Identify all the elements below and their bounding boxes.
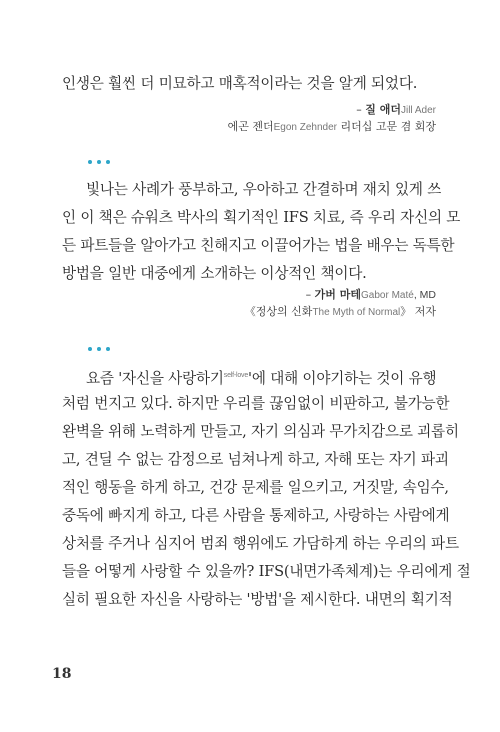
attribution-dash: – bbox=[305, 288, 315, 301]
quote3-line: 처럼 번지고 있다. 하지만 우리를 끊임없이 비판하고, 불가능한 bbox=[62, 395, 450, 412]
quote3-line: 실히 필요한 자신을 사랑하는 '방법'을 제시한다. 내면의 획기적 bbox=[62, 591, 453, 608]
separator-dots bbox=[88, 347, 110, 351]
separator-dot bbox=[88, 160, 92, 164]
quote1-affiliation bbox=[228, 119, 436, 136]
quote1-last-line: 인생은 훨씬 더 미묘하고 매혹적이라는 것을 알게 되었다. bbox=[62, 75, 418, 92]
separator-dot bbox=[97, 160, 101, 164]
org-prefix: 에곤 젠더 bbox=[227, 120, 274, 133]
separator-dot bbox=[97, 347, 101, 351]
book-title-open: 《정상의 신화 bbox=[244, 305, 313, 318]
quote3-line: 적인 행동을 하게 하고, 건강 문제를 일으키고, 거짓말, 속임수, bbox=[62, 479, 449, 496]
book-title-latin: The Myth of Normal bbox=[312, 307, 401, 318]
author-name-latin: Gabor Maté bbox=[361, 290, 414, 301]
book-title-close: 》 저자 bbox=[400, 305, 436, 318]
quote3-line1-post: '에 대해 이야기하는 것이 유행 bbox=[248, 370, 437, 387]
quote2-line: 빛나는 사례가 풍부하고, 우아하고 간결하며 재치 있게 쓰 bbox=[86, 181, 442, 198]
separator-dot bbox=[106, 160, 110, 164]
quote3-line: 중독에 빠지게 하고, 다른 사람을 통제하고, 사랑하는 사람에게 bbox=[62, 507, 450, 524]
quote2-attribution bbox=[306, 287, 436, 304]
author-name-latin: Jill Ader bbox=[400, 105, 436, 116]
author-name: 질 애더 bbox=[365, 103, 401, 116]
quote3-line: 상처를 주거나 심지어 범죄 행위에도 가담하게 하는 우리의 파트 bbox=[62, 535, 459, 552]
separator-dot bbox=[106, 347, 110, 351]
quote2-book bbox=[245, 304, 436, 321]
quote3-line1-pre: 요즘 '자신을 사랑하기 bbox=[86, 370, 224, 387]
self-love-superscript: self-love bbox=[223, 372, 249, 379]
quote2-line: 든 파트들을 알아가고 친해지고 이끌어가는 법을 배우는 독특한 bbox=[62, 237, 455, 254]
quote3-line: 들을 어떻게 사랑할 수 있을까? IFS(내면가족체계)는 우리에게 절 bbox=[62, 563, 471, 580]
org-latin: Egon Zehnder bbox=[273, 122, 337, 133]
quote2-line: 인 이 책은 슈워츠 박사의 획기적인 IFS 치료, 즉 우리 자신의 모 bbox=[62, 209, 461, 226]
quote1-attribution bbox=[356, 102, 436, 119]
quote3-first-line bbox=[86, 366, 436, 389]
separator-dot bbox=[88, 347, 92, 351]
separator-dots bbox=[88, 160, 110, 164]
page-number: 18 bbox=[52, 666, 72, 682]
attribution-dash: – bbox=[356, 103, 366, 116]
author-credential: , MD bbox=[413, 289, 436, 301]
quote3-line: 고, 견딜 수 없는 감정으로 넘쳐나게 하고, 자해 또는 자기 파괴 bbox=[62, 451, 449, 468]
org-suffix: 리더십 고문 겸 회장 bbox=[337, 120, 436, 133]
quote2-line: 방법을 일반 대중에게 소개하는 이상적인 책이다. bbox=[62, 265, 367, 282]
author-name: 가버 마테 bbox=[314, 288, 362, 301]
quote3-line: 완벽을 위해 노력하게 만들고, 자기 의심과 무가치감으로 괴롭히 bbox=[62, 423, 459, 440]
